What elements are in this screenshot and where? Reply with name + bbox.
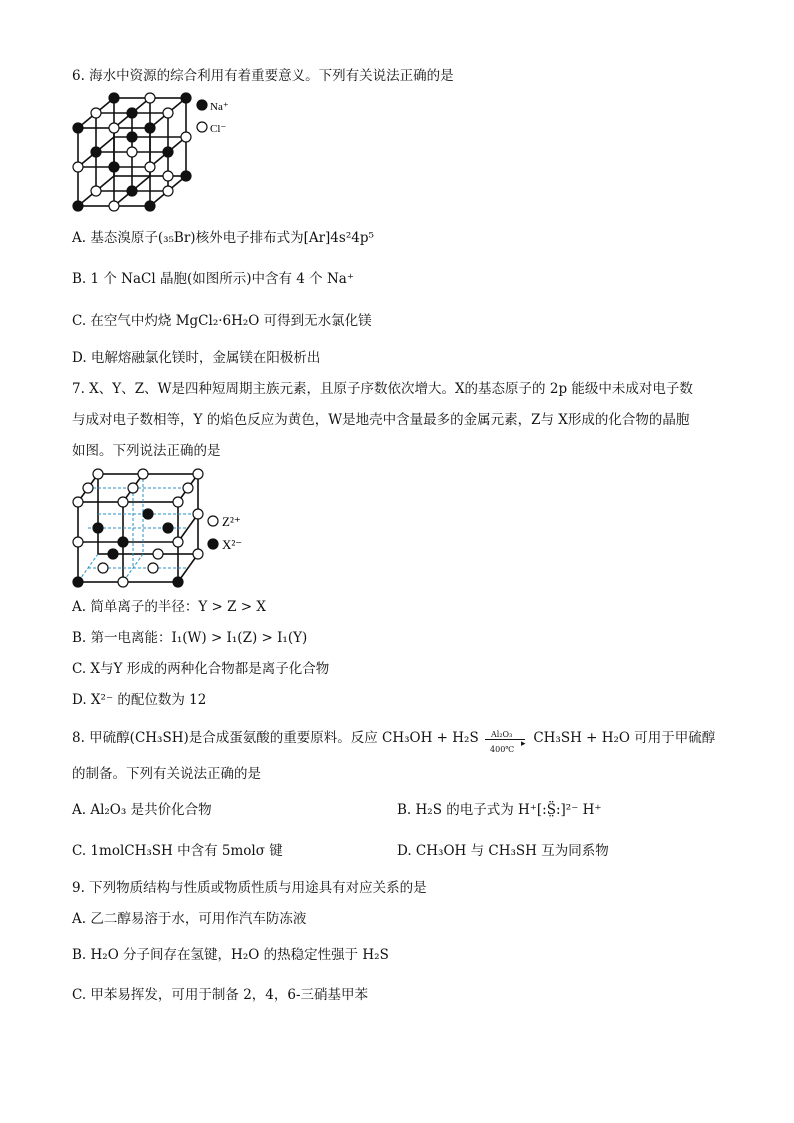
q9-option-c: C. 甲苯易挥发，可用于制备 2，4，6-三硝基甲苯 bbox=[72, 987, 369, 1003]
q7-option-d: D. X²⁻ 的配位数为 12 bbox=[72, 692, 207, 708]
zx-unit-cell-figure bbox=[68, 466, 268, 590]
q8-option-b: B. H₂S 的电子式为 H⁺[:S̤̈:]²⁻ H⁺ bbox=[397, 802, 602, 818]
q8-option-c: C. 1molCH₃SH 中含有 5molσ 键 bbox=[72, 843, 283, 859]
q6-option-c: C. 在空气中灼烧 MgCl₂·6H₂O 可得到无水氯化镁 bbox=[72, 313, 372, 329]
q9-option-b: B. H₂O 分子间存在氢键，H₂O 的热稳定性强于 H₂S bbox=[72, 947, 389, 963]
q8-option-a: A. Al₂O₃ 是共价化合物 bbox=[72, 802, 212, 818]
q7-stem-line3: 如图。下列说法正确的是 bbox=[72, 443, 221, 459]
arrow-condition-top: Al₂O₃ bbox=[491, 729, 513, 739]
q8-stem-line2: 的制备。下列有关说法正确的是 bbox=[72, 766, 261, 782]
q7-option-a: A. 简单离子的半径：Y > Z > X bbox=[72, 599, 267, 615]
legend-z: Z²⁺ bbox=[222, 514, 241, 529]
q6-option-a: A. 基态溴原子(₃₅Br)核外电子排布式为[Ar]4s²4p⁵ bbox=[72, 230, 374, 246]
legend-cl: Cl⁻ bbox=[210, 123, 227, 135]
q6-option-d: D. 电解熔融氯化镁时，金属镁在阳极析出 bbox=[72, 350, 321, 366]
q8-stem-pre: 8. 甲硫醇(CH₃SH)是合成蛋氨酸的重要原料。反应 CH₃OH + H₂S bbox=[72, 730, 479, 746]
reaction-arrow bbox=[483, 729, 529, 754]
legend-x: X²⁻ bbox=[222, 537, 243, 552]
q6-option-b: B. 1 个 NaCl 晶胞(如图所示)中含有 4 个 Na⁺ bbox=[72, 271, 354, 287]
q8-option-d: D. CH₃OH 与 CH₃SH 互为同系物 bbox=[397, 843, 609, 859]
arrow-condition-bottom: 400℃ bbox=[490, 744, 515, 754]
q9-stem: 9. 下列物质结构与性质或物质性质与用途具有对应关系的是 bbox=[72, 880, 427, 896]
arrow-head: ▸ bbox=[521, 738, 526, 749]
q9-option-a: A. 乙二醇易溶于水，可用作汽车防冻液 bbox=[72, 911, 307, 927]
q8-stem-post: CH₃SH + H₂O 可用于甲硫醇 bbox=[533, 730, 716, 746]
nacl-unit-cell-figure bbox=[68, 92, 248, 214]
legend-na: Na⁺ bbox=[210, 101, 229, 113]
q7-option-b: B. 第一电离能：I₁(W) > I₁(Z) > I₁(Y) bbox=[72, 630, 308, 646]
q6-stem: 6. 海水中资源的综合利用有着重要意义。下列有关说法正确的是 bbox=[72, 68, 454, 84]
q7-stem-line1: 7. X、Y、Z、W是四种短周期主族元素，且原子序数依次增大。X的基态原子的 2p 能级中未成对电子数 bbox=[72, 381, 693, 397]
q7-stem-line2: 与成对电子数相等，Y 的焰色反应为黄色，W是地壳中含量最多的金属元素，Z与 X形成的化合物的晶胞 bbox=[72, 412, 690, 428]
q8-stem-line1 bbox=[72, 728, 716, 754]
q7-option-c: C. X与Y 形成的两种化合物都是离子化合物 bbox=[72, 661, 330, 677]
